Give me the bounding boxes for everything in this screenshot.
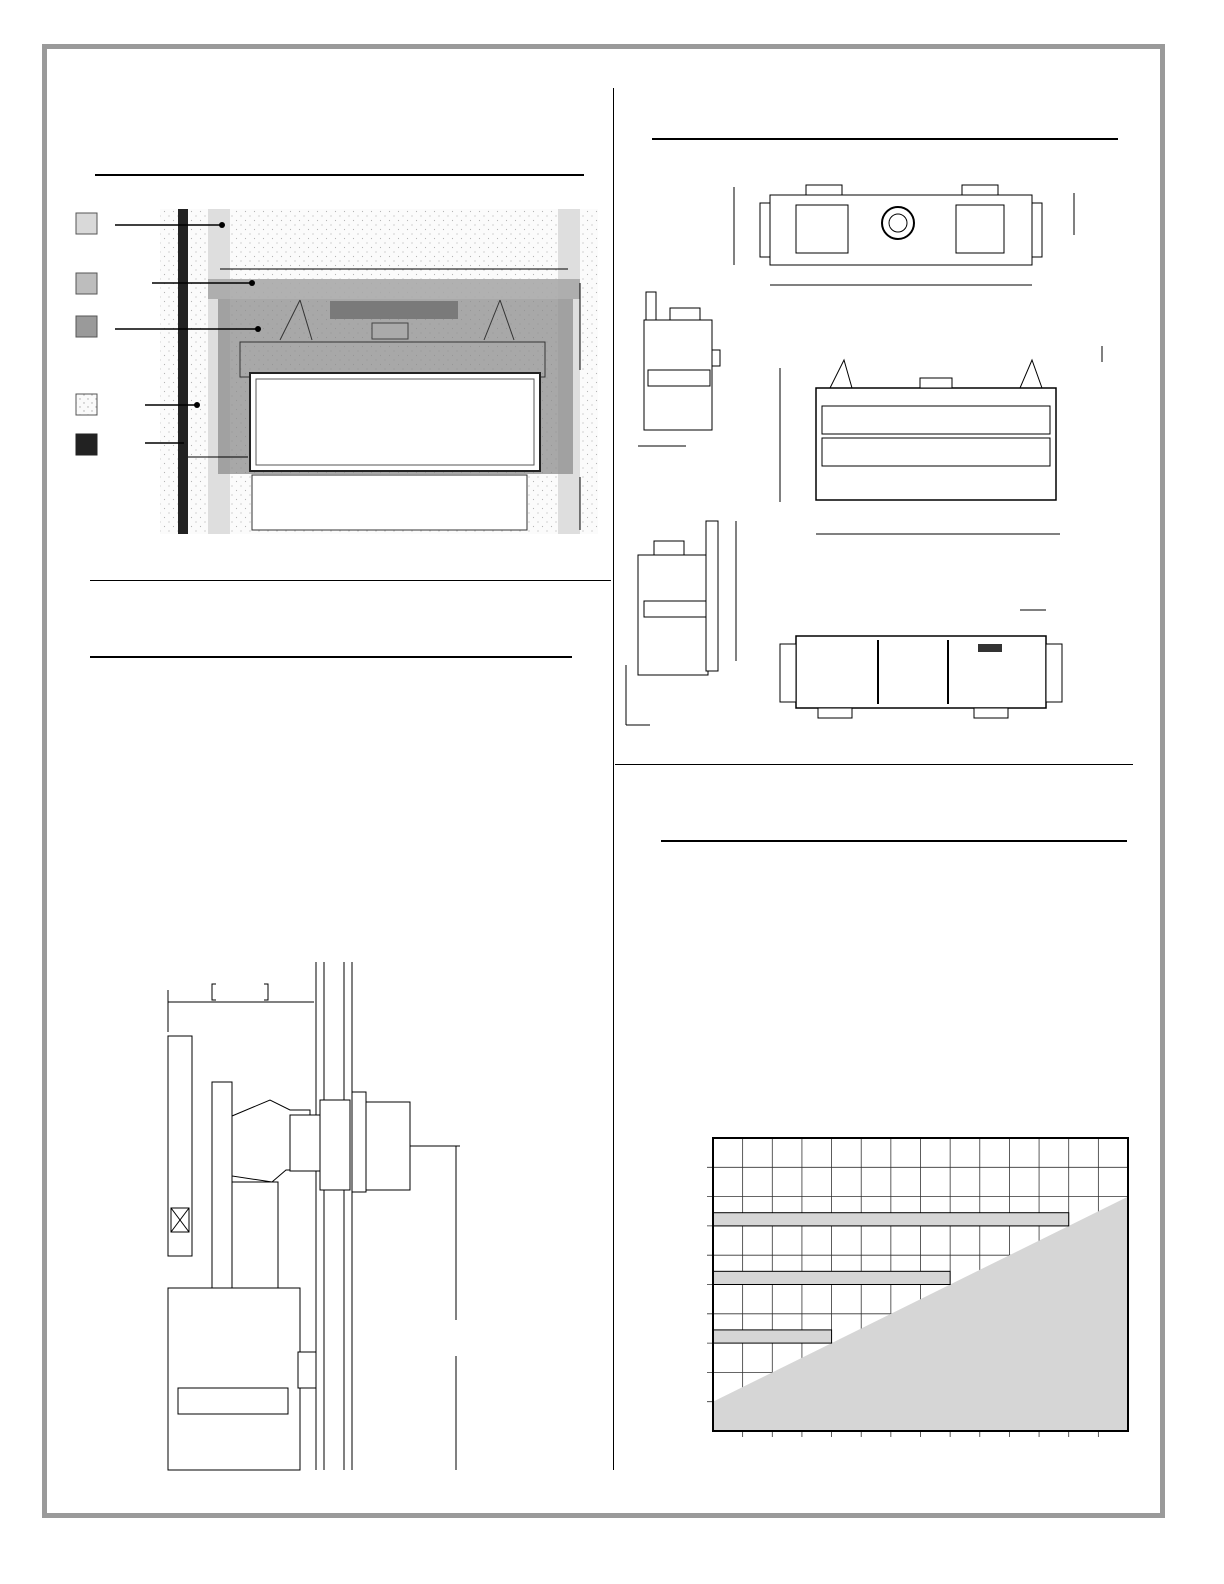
section-divider-right [615,764,1133,765]
legend-swatch-black [76,434,97,455]
unit-bottom-view [770,600,1150,730]
legend-swatch-light [76,213,97,234]
legend-swatch-mid [76,273,97,294]
section-rule-mid-left [90,656,572,658]
column-divider [613,88,614,1470]
mantel-band [208,279,580,299]
section-rule-mid-right [661,840,1127,842]
black-wall-stud [178,209,188,534]
vent-section-drawing [160,960,480,1472]
chart-bar-3 [713,1330,832,1343]
section-rule-top-right [652,138,1118,140]
unit-side-view-b [620,515,750,735]
section-rule-top-left [95,174,584,176]
legend-swatch-dark [76,316,97,337]
chart-bar-2 [713,1271,950,1284]
unit-top-view [700,165,1120,305]
section-divider-left [90,580,611,581]
clearance-diagram [140,205,600,540]
vent-chart [705,1138,1130,1433]
chart-bar-1 [713,1213,1069,1226]
legend-swatch-dotted [76,394,97,415]
unit-side-view-a [630,290,740,490]
unit-front-view [770,340,1120,550]
